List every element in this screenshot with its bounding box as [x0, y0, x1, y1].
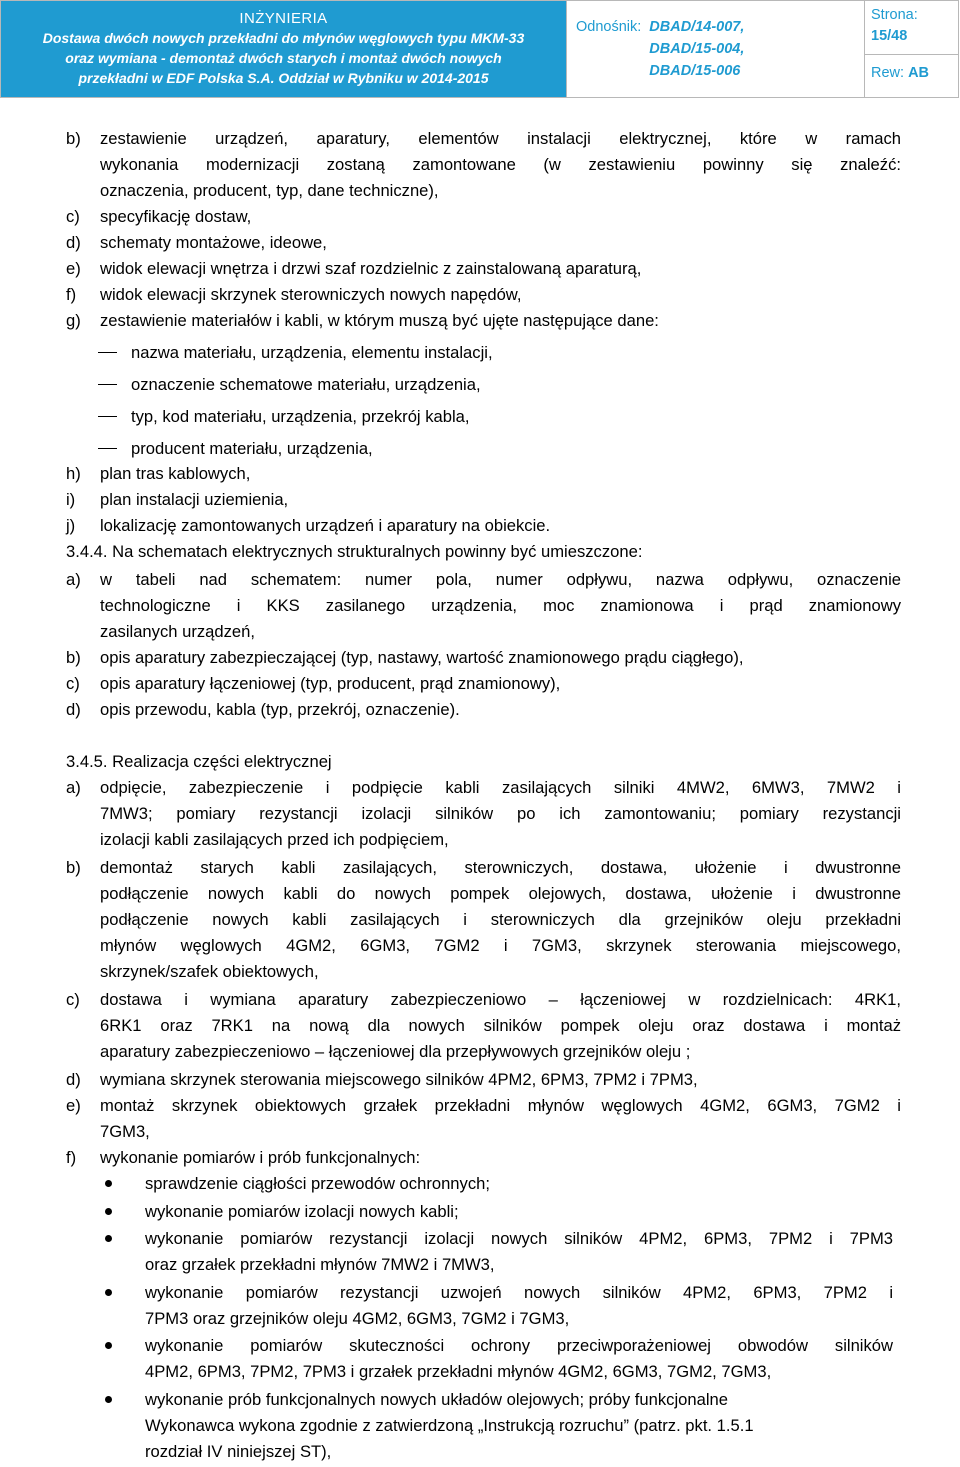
- list-text: plan tras kablowych,: [100, 464, 251, 483]
- list-marker: j): [66, 516, 76, 535]
- list-marker: b): [66, 648, 81, 667]
- revision-value: AB: [908, 65, 930, 81]
- list-text: demontaż starych kabli zasilających, sterowniczych, dostawa, ułożenie i dwustronne: [100, 858, 901, 877]
- dash-text: typ, kod materiału, urządzenia, przekrój kabla,: [131, 407, 470, 426]
- list-text: młynów węglowych 4GM2, 6GM3, 7GM2 i 7GM3, skrzynek sterowania miejscowego,: [100, 936, 901, 955]
- list-marker: c): [66, 207, 80, 226]
- reference-label: Odnośnik:: [576, 19, 642, 35]
- dash-marker: [98, 416, 117, 417]
- dash-text: oznaczenie schematowe materiału, urządzenia,: [131, 375, 481, 394]
- bullet-text: wykonanie pomiarów rezystancji izolacji nowych silników 4PM2, 6PM3, 7PM2 i 7PM3: [145, 1229, 893, 1248]
- list-text: opis aparatury zabezpieczającej (typ, nastawy, wartość znamionowego prądu ciągłego),: [100, 648, 744, 667]
- dash-marker: [98, 448, 117, 449]
- list-text: w tabeli nad schematem: numer pola, numer odpływu, nazwa odpływu, oznaczenie: [100, 570, 901, 589]
- list-marker: e): [66, 259, 81, 278]
- section-heading-text: 3.4.5. Realizacja części elektrycznej: [66, 752, 332, 771]
- list-text: skrzynek/szafek obiektowych,: [100, 962, 319, 981]
- reference-value: DBAD/15-006: [649, 63, 741, 79]
- bullet-text: 7PM3 oraz grzejników oleju 4GM2, 6GM3, 7GM2 i 7GM3,: [145, 1309, 570, 1328]
- list-text: opis przewodu, kabla (typ, przekrój, oznaczenie).: [100, 700, 460, 719]
- list-marker: d): [66, 700, 81, 719]
- page-number: 15/48: [871, 28, 908, 44]
- reference-value: DBAD/14-007,: [649, 19, 745, 35]
- list-text: 7MW3; pomiary rezystancji izolacji silników po ich zamontowaniu; pomiary rezystancji: [100, 804, 901, 823]
- list-text: widok elewacji wnętrza i drzwi szaf rozdzielnic z zainstalowaną aparaturą,: [100, 259, 642, 278]
- header-title-line: przekładni w EDF Polska S.A. Oddział w Rybniku w 2014-2015: [78, 70, 489, 86]
- list-marker: f): [66, 285, 77, 304]
- list-marker: c): [66, 674, 80, 693]
- list-marker: i): [66, 490, 76, 509]
- company-name: INŻYNIERIA: [239, 10, 328, 27]
- list-text: oznaczenia, producent, typ, dane techniczne),: [100, 181, 439, 200]
- dash-marker: [98, 384, 117, 385]
- list-marker: b): [66, 129, 81, 148]
- list-marker: f): [66, 1148, 77, 1167]
- list-marker: a): [66, 778, 81, 797]
- list-text: wykonanie pomiarów i prób funkcjonalnych:: [100, 1148, 421, 1167]
- list-text: dostawa i wymiana aparatury zabezpieczeniowo – łączeniowej w rozdzielnicach: 4RK1,: [100, 990, 901, 1009]
- list-text: podłączenie nowych kabli do nowych pompek olejowych, dostawa, ułożenie i dwustronne: [100, 884, 901, 903]
- list-text: lokalizację zamontowanych urządzeń i aparatury na obiekcie.: [100, 516, 551, 535]
- bullet-text: oraz grzałek przekładni młynów 7MW2 i 7MW3,: [145, 1255, 495, 1274]
- list-text: montaż skrzynek obiektowych grzałek przekładni młynów węglowych 4GM2, 6GM3, 7GM2 i: [100, 1096, 901, 1115]
- list-marker: b): [66, 858, 81, 877]
- list-text: izolacji kabli zasilających przed ich podpięciem,: [100, 830, 449, 849]
- list-marker: c): [66, 990, 80, 1009]
- list-text: plan instalacji uziemienia,: [100, 490, 289, 509]
- bullet-text: wykonanie pomiarów rezystancji uzwojeń nowych silników 4PM2, 6PM3, 7PM2 i: [145, 1283, 893, 1302]
- revision-label: Rew:: [871, 65, 905, 81]
- list-text: aparatury zabezpieczeniowo – łączeniowej dla przepływowych grzejników oleju ;: [100, 1042, 691, 1061]
- list-text: podłączenie nowych kabli zasilających i sterowniczych dla grzejników oleju przekładni: [100, 910, 901, 929]
- bullet-icon: [105, 1396, 112, 1403]
- list-text: 7GM3,: [100, 1122, 150, 1141]
- bullet-icon: [105, 1289, 112, 1296]
- list-text: wymiana skrzynek sterowania miejscowego silników 4PM2, 6PM3, 7PM2 i 7PM3,: [100, 1070, 698, 1089]
- list-marker: g): [66, 311, 81, 330]
- bullet-text: rozdział IV niniejszej ST),: [145, 1442, 332, 1461]
- header-title-line: oraz wymiana - demontaż dwóch starych i montaż dwóch nowych: [65, 50, 502, 66]
- header-title-line: Dostawa dwóch nowych przekładni do młynów węglowych typu MKM-33: [42, 30, 525, 46]
- list-marker: a): [66, 570, 81, 589]
- list-text: zasilanych urządzeń,: [100, 622, 255, 641]
- list-text: schematy montażowe, ideowe,: [100, 233, 327, 252]
- bullet-text: wykonanie prób funkcjonalnych nowych układów olejowych; próby funkcjonalne: [145, 1390, 728, 1409]
- reference-value: DBAD/15-004,: [649, 41, 745, 57]
- dash-text: nazwa materiału, urządzenia, elementu instalacji,: [131, 343, 493, 362]
- list-text: 6RK1 oraz 7RK1 na nową dla nowych silników pompek oleju oraz dostawa i montaż: [100, 1016, 901, 1035]
- dash-text: producent materiału, urządzenia,: [131, 439, 373, 458]
- list-marker: h): [66, 464, 81, 483]
- bullet-icon: [105, 1208, 112, 1215]
- bullet-text: sprawdzenie ciągłości przewodów ochronnych;: [145, 1174, 490, 1193]
- list-text: zestawienie materiałów i kabli, w którym muszą być ujęte następujące dane:: [100, 311, 659, 330]
- list-marker: e): [66, 1096, 81, 1115]
- list-marker: d): [66, 1070, 81, 1089]
- page-label: Strona:: [871, 7, 918, 23]
- list-marker: d): [66, 233, 81, 252]
- dash-marker: [98, 352, 117, 353]
- bullet-icon: [105, 1180, 112, 1187]
- bullet-icon: [105, 1342, 112, 1349]
- list-text: odpięcie, zabezpieczenie i podpięcie kabli zasilających silniki 4MW2, 6MW3, 7MW2 i: [100, 778, 901, 797]
- bullet-text: 4PM2, 6PM3, 7PM2, 7PM3 i grzałek przekładni młynów 4GM2, 6GM3, 7GM2, 7GM3,: [145, 1362, 772, 1381]
- bullet-text: wykonanie pomiarów skuteczności ochrony przeciwporażeniowej obwodów silników: [145, 1336, 893, 1355]
- list-text: specyfikację dostaw,: [100, 207, 252, 226]
- list-text: opis aparatury łączeniowej (typ, producent, prąd znamionowy),: [100, 674, 561, 693]
- list-text: technologiczne i KKS zasilanego urządzenia, moc znamionowa i prąd znamionowy: [100, 596, 901, 615]
- bullet-text: wykonanie pomiarów izolacji nowych kabli;: [145, 1202, 459, 1221]
- list-text: wykonania modernizacji zostaną zamontowane (w zestawieniu powinny się znaleźć:: [100, 155, 901, 174]
- bullet-text: Wykonawca wykona zgodnie z zatwierdzoną „Instrukcją rozruchu” (patrz. pkt. 1.5.1: [145, 1416, 754, 1435]
- section-heading-text: 3.4.4. Na schematach elektrycznych strukturalnych powinny być umieszczone:: [66, 542, 643, 561]
- list-text: zestawienie urządzeń, aparatury, elementów instalacji elektrycznej, które w ramach: [100, 129, 901, 148]
- list-text: widok elewacji skrzynek sterowniczych nowych napędów,: [100, 285, 522, 304]
- bullet-icon: [105, 1235, 112, 1242]
